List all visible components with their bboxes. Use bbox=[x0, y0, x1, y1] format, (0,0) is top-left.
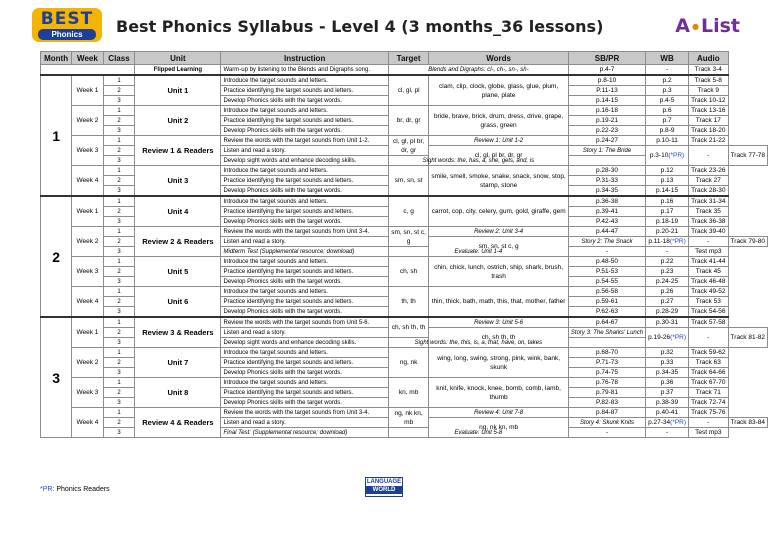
audio-cell: Track 72-74 bbox=[689, 398, 729, 408]
instruction-cell: Develop Phonics skills with the target words. bbox=[221, 186, 388, 197]
target-cell: sm, sn, st c, g bbox=[429, 237, 569, 257]
flipped-instruction: Warm-up by listening to the Blends and Digraphs song. bbox=[221, 65, 388, 76]
col-wb: WB bbox=[646, 52, 689, 65]
target-cell: ng, nk kn, mb bbox=[388, 408, 428, 428]
instruction-cell: Review the words with the target sounds from Unit 5-6. bbox=[221, 317, 388, 328]
audio-cell: Track 23-26 bbox=[689, 166, 729, 176]
week-cell: Week 1 bbox=[72, 75, 103, 106]
wb-cell: p.34-35 bbox=[646, 368, 689, 378]
sbpr-page: p.19-26 bbox=[648, 333, 671, 341]
sbpr-cell: p.22-23 bbox=[568, 126, 645, 136]
class-cell: 2 bbox=[103, 86, 135, 96]
publisher-top: LANGUAGE bbox=[366, 479, 402, 485]
instruction-cell: Review the words with the target sounds from Unit 3-4. bbox=[221, 408, 388, 418]
flipped-wb: - bbox=[646, 65, 689, 76]
sbpr-cell: P.11-13 bbox=[568, 86, 645, 96]
table-row bbox=[41, 166, 768, 176]
instruction-cell: Introduce the target sounds and letters. bbox=[221, 287, 388, 297]
wb-cell: - bbox=[689, 418, 729, 428]
flipped-words: Blends and Digraphs: cl-, ch-, sn-, sh- bbox=[388, 65, 568, 76]
unit-cell: Review 2 & Readers bbox=[135, 227, 221, 257]
logo-bottom-text: Phonics bbox=[38, 29, 96, 40]
unit-cell: Review 3 & Readers bbox=[135, 317, 221, 348]
audio-cell: Track 39-40 bbox=[689, 227, 729, 237]
sbpr-pr-marker: (*PR) bbox=[669, 237, 686, 245]
instruction-cell: Practice identifying the target sounds and letters. bbox=[221, 358, 388, 368]
sbpr-cell: p.44-47 bbox=[568, 227, 645, 237]
table-row bbox=[41, 348, 768, 358]
unit-cell: Unit 6 bbox=[135, 287, 221, 318]
wb-cell: p.6 bbox=[646, 106, 689, 116]
audio-cell: Track 83-84 bbox=[728, 418, 767, 428]
sbpr-pr-marker: (*PR) bbox=[670, 418, 687, 426]
sbpr-cell: P.42-43 bbox=[568, 217, 645, 227]
audio-cell: Track 49-52 bbox=[689, 287, 729, 297]
empty-cell bbox=[41, 65, 135, 76]
audio-cell: Track 57-58 bbox=[689, 317, 729, 328]
sbpr-cell: p.28-30 bbox=[568, 166, 645, 176]
instruction-cell: Develop Phonics skills with the target words. bbox=[221, 368, 388, 378]
sbpr-cell: p.39-41 bbox=[568, 207, 645, 217]
unit-cell: Unit 8 bbox=[135, 378, 221, 408]
class-cell: 2 bbox=[103, 116, 135, 126]
wb-cell: p.3 bbox=[646, 86, 689, 96]
instruction-cell: Develop Phonics skills with the target words. bbox=[221, 96, 388, 106]
words-cell: knit, knife, knock, knee, bomb, comb, lamb, thumb bbox=[429, 378, 569, 408]
sbpr-cell: p.14-15 bbox=[568, 96, 645, 106]
sbpr-cell: P.82-83 bbox=[568, 398, 645, 408]
wb-cell: p.23 bbox=[646, 267, 689, 277]
class-cell: 2 bbox=[103, 358, 135, 368]
col-sbpr: SB/PR bbox=[568, 52, 645, 65]
wb-cell: p.36 bbox=[646, 378, 689, 388]
wb-cell: p.2 bbox=[646, 75, 689, 86]
audio-cell: Test mp3 bbox=[689, 428, 729, 438]
words-special-cell: Review 4: Unit 7-8 bbox=[429, 408, 569, 418]
wb-cell: p.33 bbox=[646, 358, 689, 368]
sbpr-cell: p.8-10 bbox=[568, 75, 645, 86]
class-cell: 1 bbox=[103, 348, 135, 358]
wb-cell: p.40-41 bbox=[646, 408, 689, 418]
table-row bbox=[41, 75, 768, 86]
target-cell: ng, nk kn, mb bbox=[429, 418, 569, 438]
wb-cell: p.8-9 bbox=[646, 126, 689, 136]
wb-cell: p.30-31 bbox=[646, 317, 689, 328]
sbpr-page: p.3-10 bbox=[649, 151, 669, 159]
col-words: Words bbox=[429, 52, 569, 65]
class-cell: 1 bbox=[103, 166, 135, 176]
instruction-cell: Introduce the target sounds and letters. bbox=[221, 348, 388, 358]
audio-cell: Track 46-48 bbox=[689, 277, 729, 287]
brand-dot: ● bbox=[692, 22, 699, 31]
week-cell: Week 4 bbox=[72, 408, 103, 438]
wb-cell: p.32 bbox=[646, 348, 689, 358]
class-cell: 3 bbox=[103, 186, 135, 197]
words-special-cell: Evaluate: Unit 1-4 bbox=[388, 247, 568, 257]
words-cell: chin, chick, lunch, ostrich, ship, shark, brush, trash bbox=[429, 257, 569, 287]
sbpr-cell: p.59-61 bbox=[568, 297, 645, 307]
audio-cell: Track 27 bbox=[689, 176, 729, 186]
audio-cell: Track 77-78 bbox=[728, 146, 767, 166]
target-cell: kn, mb bbox=[388, 378, 428, 408]
class-cell: 2 bbox=[103, 207, 135, 217]
class-cell: 1 bbox=[103, 106, 135, 116]
class-cell: 3 bbox=[103, 338, 135, 348]
audio-cell: Track 13-16 bbox=[689, 106, 729, 116]
footnote bbox=[40, 486, 110, 493]
sbpr-pr-marker: (*PR) bbox=[668, 151, 685, 159]
class-cell: 2 bbox=[103, 267, 135, 277]
instruction-cell: Listen and read a story. bbox=[221, 418, 388, 428]
wb-cell: - bbox=[646, 247, 689, 257]
audio-cell: Track 67-70 bbox=[689, 378, 729, 388]
words-special-cell: Story 4: Skunk Knits bbox=[568, 418, 645, 428]
sbpr-cell: - bbox=[568, 428, 645, 438]
sbpr-cell: p.56-58 bbox=[568, 287, 645, 297]
wb-cell: p.13 bbox=[646, 176, 689, 186]
instruction-cell: Introduce the target sounds and letters. bbox=[221, 257, 388, 267]
language-world-logo bbox=[365, 477, 403, 497]
instruction-cell: Listen and read a story. bbox=[221, 237, 388, 247]
sbpr-cell bbox=[646, 146, 689, 166]
wb-cell: p.27 bbox=[646, 297, 689, 307]
wb-cell: p.20-21 bbox=[646, 227, 689, 237]
sbpr-cell: p.54-55 bbox=[568, 277, 645, 287]
brand-a: A bbox=[675, 15, 690, 37]
unit-cell: Review 1 & Readers bbox=[135, 136, 221, 166]
audio-cell: Track 81-82 bbox=[728, 328, 767, 348]
instruction-cell: Practice identifying the target sounds and letters. bbox=[221, 207, 388, 217]
instruction-cell: Develop Phonics skills with the target words. bbox=[221, 398, 388, 408]
sbpr-cell: p.79-81 bbox=[568, 388, 645, 398]
brand-list: List bbox=[700, 15, 740, 37]
sbpr-cell: p.16-18 bbox=[568, 106, 645, 116]
audio-cell: Track 75-76 bbox=[689, 408, 729, 418]
target-cell: cl, gl, pl bbox=[388, 75, 428, 106]
wb-cell: p.28-29 bbox=[646, 307, 689, 318]
instruction-cell: Practice identifying the target sounds and letters. bbox=[221, 116, 388, 126]
wb-cell: p.17 bbox=[646, 207, 689, 217]
sbpr-cell: P.62-63 bbox=[568, 307, 645, 318]
audio-cell: Track 10-12 bbox=[689, 96, 729, 106]
wb-cell: p.37 bbox=[646, 388, 689, 398]
wb-cell: p.24-25 bbox=[646, 277, 689, 287]
words-special-cell: Story 2: The Snack bbox=[568, 237, 645, 247]
target-cell: sm, sn, st c, g bbox=[388, 227, 428, 247]
class-cell: 3 bbox=[103, 217, 135, 227]
table-body bbox=[41, 65, 768, 438]
unit-cell: Unit 2 bbox=[135, 106, 221, 136]
words-special-cell: Story 1: The Bride bbox=[568, 146, 645, 156]
words-special-cell: Story 3: The Sharks' Lunch bbox=[568, 328, 645, 338]
page-title: Best Phonics Syllabus - Level 4 (3 months_36 lessons) bbox=[116, 17, 604, 36]
table-row bbox=[41, 408, 768, 418]
class-cell: 1 bbox=[103, 196, 135, 207]
sbpr-cell: p.74-75 bbox=[568, 368, 645, 378]
audio-cell: Track 36-38 bbox=[689, 217, 729, 227]
class-cell: 1 bbox=[103, 317, 135, 328]
week-cell: Week 3 bbox=[72, 136, 103, 166]
wb-cell: p.38-39 bbox=[646, 398, 689, 408]
instruction-cell: Develop Phonics skills with the target words. bbox=[221, 277, 388, 287]
flipped-label: Flipped Learning bbox=[135, 65, 221, 76]
col-unit: Unit bbox=[135, 52, 221, 65]
wb-cell: - bbox=[689, 146, 729, 166]
class-cell: 2 bbox=[103, 176, 135, 186]
target-cell: ch, sh bbox=[388, 257, 428, 287]
words-special-cell: Review 3: Unit 5-6 bbox=[429, 317, 569, 328]
words-cell: clam, clip, clock, globe, glass, glue, plum, plane, plate bbox=[429, 75, 569, 106]
class-cell: 1 bbox=[103, 257, 135, 267]
target-cell: th, th bbox=[388, 287, 428, 318]
week-cell: Week 4 bbox=[72, 287, 103, 318]
week-cell: Week 2 bbox=[72, 106, 103, 136]
sbpr-cell: P.71-73 bbox=[568, 358, 645, 368]
class-cell: 3 bbox=[103, 368, 135, 378]
instruction-cell: Practice identifying the target sounds and letters. bbox=[221, 86, 388, 96]
audio-cell: Track 59-62 bbox=[689, 348, 729, 358]
sbpr-cell: p.19-21 bbox=[568, 116, 645, 126]
class-cell: 1 bbox=[103, 378, 135, 388]
table-row bbox=[41, 287, 768, 297]
flipped-audio: Track 3-4 bbox=[689, 65, 729, 76]
instruction-cell: Practice identifying the target sounds and letters. bbox=[221, 388, 388, 398]
instruction-cell: Review the words with the target sounds from Unit 3-4. bbox=[221, 227, 388, 237]
audio-cell: Track 41-44 bbox=[689, 257, 729, 267]
sbpr-pr-marker: (*PR) bbox=[670, 333, 687, 341]
words-cell: bride, brave, brick, drum, dress, drive, grape, grass, green bbox=[429, 106, 569, 136]
target-cell: br, dr, gr bbox=[388, 106, 428, 136]
table-row bbox=[41, 106, 768, 116]
audio-cell: Track 64-66 bbox=[689, 368, 729, 378]
month-cell: 3 bbox=[41, 317, 72, 438]
best-phonics-logo bbox=[32, 8, 102, 42]
table-row bbox=[41, 196, 768, 207]
wb-cell: p.22 bbox=[646, 257, 689, 267]
instruction-cell: Introduce the target sounds and letters. bbox=[221, 196, 388, 207]
page-header bbox=[32, 6, 752, 46]
target-cell: ch, sh th, th bbox=[388, 317, 428, 338]
words-special-cell: Review 1: Unit 1-2 bbox=[429, 136, 569, 146]
table-row bbox=[41, 317, 768, 328]
wb-cell: p.26 bbox=[646, 287, 689, 297]
class-cell: 2 bbox=[103, 146, 135, 156]
class-cell: 2 bbox=[103, 237, 135, 247]
sbpr-cell: P.51-53 bbox=[568, 267, 645, 277]
target-cell: cl, gl, pl br, dr, gr bbox=[388, 136, 428, 156]
words-cell: smile, smell, smoke, snake, snack, snow, stop, stamp, stone bbox=[429, 166, 569, 197]
class-cell: 3 bbox=[103, 126, 135, 136]
instruction-cell: Practice identifying the target sounds and letters. bbox=[221, 267, 388, 277]
sbpr-page: p.11-18 bbox=[648, 237, 670, 245]
instruction-cell: Midterm Test (Supplemental resource; download) bbox=[221, 247, 388, 257]
target-cell: ch, sh th, th bbox=[429, 328, 569, 348]
wb-cell: - bbox=[689, 328, 729, 348]
audio-cell: Track 21-22 bbox=[689, 136, 729, 146]
words-cell: carrot, cop, city, celery, gum, gold, giraffe, gem bbox=[429, 196, 569, 227]
target-cell: c, g bbox=[388, 196, 428, 227]
instruction-cell: Listen and read a story. bbox=[221, 146, 388, 156]
words-special-cell: Sight words: the, this, is, a, that, have, on, takes bbox=[388, 338, 568, 348]
logo-top-text: BEST bbox=[40, 9, 94, 29]
week-cell: Week 1 bbox=[72, 317, 103, 348]
audio-cell: Test mp3 bbox=[689, 247, 729, 257]
audio-cell: Track 9 bbox=[689, 86, 729, 96]
sbpr-cell: p.34-35 bbox=[568, 186, 645, 197]
col-instruction: Instruction bbox=[221, 52, 388, 65]
words-special-cell: Sight words: the, has, a, she, gets, and, is bbox=[388, 156, 568, 166]
class-cell: 3 bbox=[103, 96, 135, 106]
audio-cell: Track 63 bbox=[689, 358, 729, 368]
instruction-cell: Introduce the target sounds and letters. bbox=[221, 75, 388, 86]
col-audio: Audio bbox=[689, 52, 729, 65]
instruction-cell: Develop Phonics skills with the target words. bbox=[221, 217, 388, 227]
table-row bbox=[41, 257, 768, 267]
col-week: Week bbox=[72, 52, 103, 65]
sbpr-cell bbox=[646, 237, 689, 247]
instruction-cell: Introduce the target sounds and letters. bbox=[221, 106, 388, 116]
instruction-cell: Introduce the target sounds and letters. bbox=[221, 166, 388, 176]
instruction-cell: Develop Phonics skills with the target words. bbox=[221, 126, 388, 136]
wb-cell: p.18-19 bbox=[646, 217, 689, 227]
audio-cell: Track 35 bbox=[689, 207, 729, 217]
sbpr-cell bbox=[646, 328, 689, 348]
audio-cell: Track 45 bbox=[689, 267, 729, 277]
col-month: Month bbox=[41, 52, 72, 65]
class-cell: 3 bbox=[103, 156, 135, 166]
unit-cell: Unit 3 bbox=[135, 166, 221, 197]
audio-cell: Track 31-34 bbox=[689, 196, 729, 207]
audio-cell: Track 53 bbox=[689, 297, 729, 307]
week-cell: Week 3 bbox=[72, 378, 103, 408]
sbpr-page: p.27-34 bbox=[648, 418, 671, 426]
flipped-learning-row bbox=[41, 65, 768, 76]
unit-cell: Unit 4 bbox=[135, 196, 221, 227]
unit-cell: Unit 7 bbox=[135, 348, 221, 378]
wb-cell: - bbox=[646, 428, 689, 438]
audio-cell: Track 79-80 bbox=[728, 237, 767, 247]
month-cell: 2 bbox=[41, 196, 72, 317]
wb-cell: p.16 bbox=[646, 196, 689, 207]
wb-cell: p.14-15 bbox=[646, 186, 689, 197]
words-cell: wing, long, swing, strong, pink, wink, bank, skunk bbox=[429, 348, 569, 378]
words-special-cell: Evaluate: Unit 5-8 bbox=[388, 428, 568, 438]
footnote-text: Phonics Readers bbox=[56, 486, 110, 493]
audio-cell: Track 71 bbox=[689, 388, 729, 398]
instruction-cell: Practice identifying the target sounds and letters. bbox=[221, 176, 388, 186]
wb-cell: p.4-5 bbox=[646, 96, 689, 106]
audio-cell: Track 28-30 bbox=[689, 186, 729, 197]
table-row bbox=[41, 136, 768, 146]
class-cell: 2 bbox=[103, 328, 135, 338]
week-cell: Week 4 bbox=[72, 166, 103, 197]
class-cell: 2 bbox=[103, 297, 135, 307]
week-cell: Week 3 bbox=[72, 257, 103, 287]
wb-cell: - bbox=[689, 237, 729, 247]
sbpr-cell: p.64-67 bbox=[568, 317, 645, 328]
audio-cell: Track 18-20 bbox=[689, 126, 729, 136]
wb-cell: p.10-11 bbox=[646, 136, 689, 146]
instruction-cell: Practice identifying the target sounds and letters. bbox=[221, 297, 388, 307]
unit-cell: Unit 1 bbox=[135, 75, 221, 106]
sbpr-cell: p.68-70 bbox=[568, 348, 645, 358]
flipped-sb: p.4-7 bbox=[568, 65, 645, 76]
class-cell: 3 bbox=[103, 398, 135, 408]
class-cell: 3 bbox=[103, 277, 135, 287]
audio-cell: Track 17 bbox=[689, 116, 729, 126]
class-cell: 1 bbox=[103, 75, 135, 86]
unit-cell: Review 4 & Readers bbox=[135, 408, 221, 438]
footnote-key: *PR: bbox=[40, 486, 55, 493]
class-cell: 3 bbox=[103, 428, 135, 438]
week-cell: Week 2 bbox=[72, 227, 103, 257]
instruction-cell: Listen and read a story. bbox=[221, 328, 388, 338]
week-cell: Week 1 bbox=[72, 196, 103, 227]
instruction-cell: Final Test: (Supplemental resource; download) bbox=[221, 428, 388, 438]
sbpr-cell: - bbox=[568, 247, 645, 257]
instruction-cell: Develop Phonics skills with the target words. bbox=[221, 307, 388, 318]
table-row bbox=[41, 378, 768, 388]
sbpr-cell: p.84-87 bbox=[568, 408, 645, 418]
wb-cell: p.7 bbox=[646, 116, 689, 126]
syllabus-table bbox=[40, 51, 768, 438]
class-cell: 1 bbox=[103, 287, 135, 297]
col-class: Class bbox=[103, 52, 135, 65]
sbpr-cell: p.36-38 bbox=[568, 196, 645, 207]
class-cell: 1 bbox=[103, 408, 135, 418]
instruction-cell: Introduce the target sounds and letters. bbox=[221, 378, 388, 388]
target-cell: cl, gl, pl br, dr, gr bbox=[429, 146, 569, 166]
col-target: Target bbox=[388, 52, 428, 65]
class-cell: 1 bbox=[103, 227, 135, 237]
class-cell: 3 bbox=[103, 247, 135, 257]
sbpr-cell: p.48-50 bbox=[568, 257, 645, 267]
a-list-brand bbox=[675, 15, 740, 37]
instruction-cell: Review the words with the target sounds from Unit 1-2. bbox=[221, 136, 388, 146]
class-cell: 1 bbox=[103, 136, 135, 146]
sbpr-cell: P.31-33 bbox=[568, 176, 645, 186]
words-special-cell: Review 2: Unit 3-4 bbox=[429, 227, 569, 237]
target-cell: ng, nk bbox=[388, 348, 428, 378]
publisher-bottom: WORLD bbox=[366, 486, 402, 494]
target-cell: sm, sn, st bbox=[388, 166, 428, 197]
class-cell: 3 bbox=[103, 307, 135, 318]
wb-cell: p.12 bbox=[646, 166, 689, 176]
month-cell: 1 bbox=[41, 75, 72, 196]
sbpr-cell: p.76-78 bbox=[568, 378, 645, 388]
week-cell: Week 2 bbox=[72, 348, 103, 378]
audio-cell: Track 54-56 bbox=[689, 307, 729, 318]
unit-cell: Unit 5 bbox=[135, 257, 221, 287]
words-cell: thin, thick, bath, math, this, that, mother, father bbox=[429, 287, 569, 318]
class-cell: 2 bbox=[103, 418, 135, 428]
audio-cell: Track 5-8 bbox=[689, 75, 729, 86]
sbpr-cell bbox=[646, 418, 689, 428]
instruction-cell: Develop sight words and enhance decoding skills. bbox=[221, 338, 388, 348]
sbpr-cell: p.24-27 bbox=[568, 136, 645, 146]
table-row bbox=[41, 227, 768, 237]
table-header-row bbox=[41, 52, 768, 65]
instruction-cell: Develop sight words and enhance decoding skills. bbox=[221, 156, 388, 166]
class-cell: 2 bbox=[103, 388, 135, 398]
